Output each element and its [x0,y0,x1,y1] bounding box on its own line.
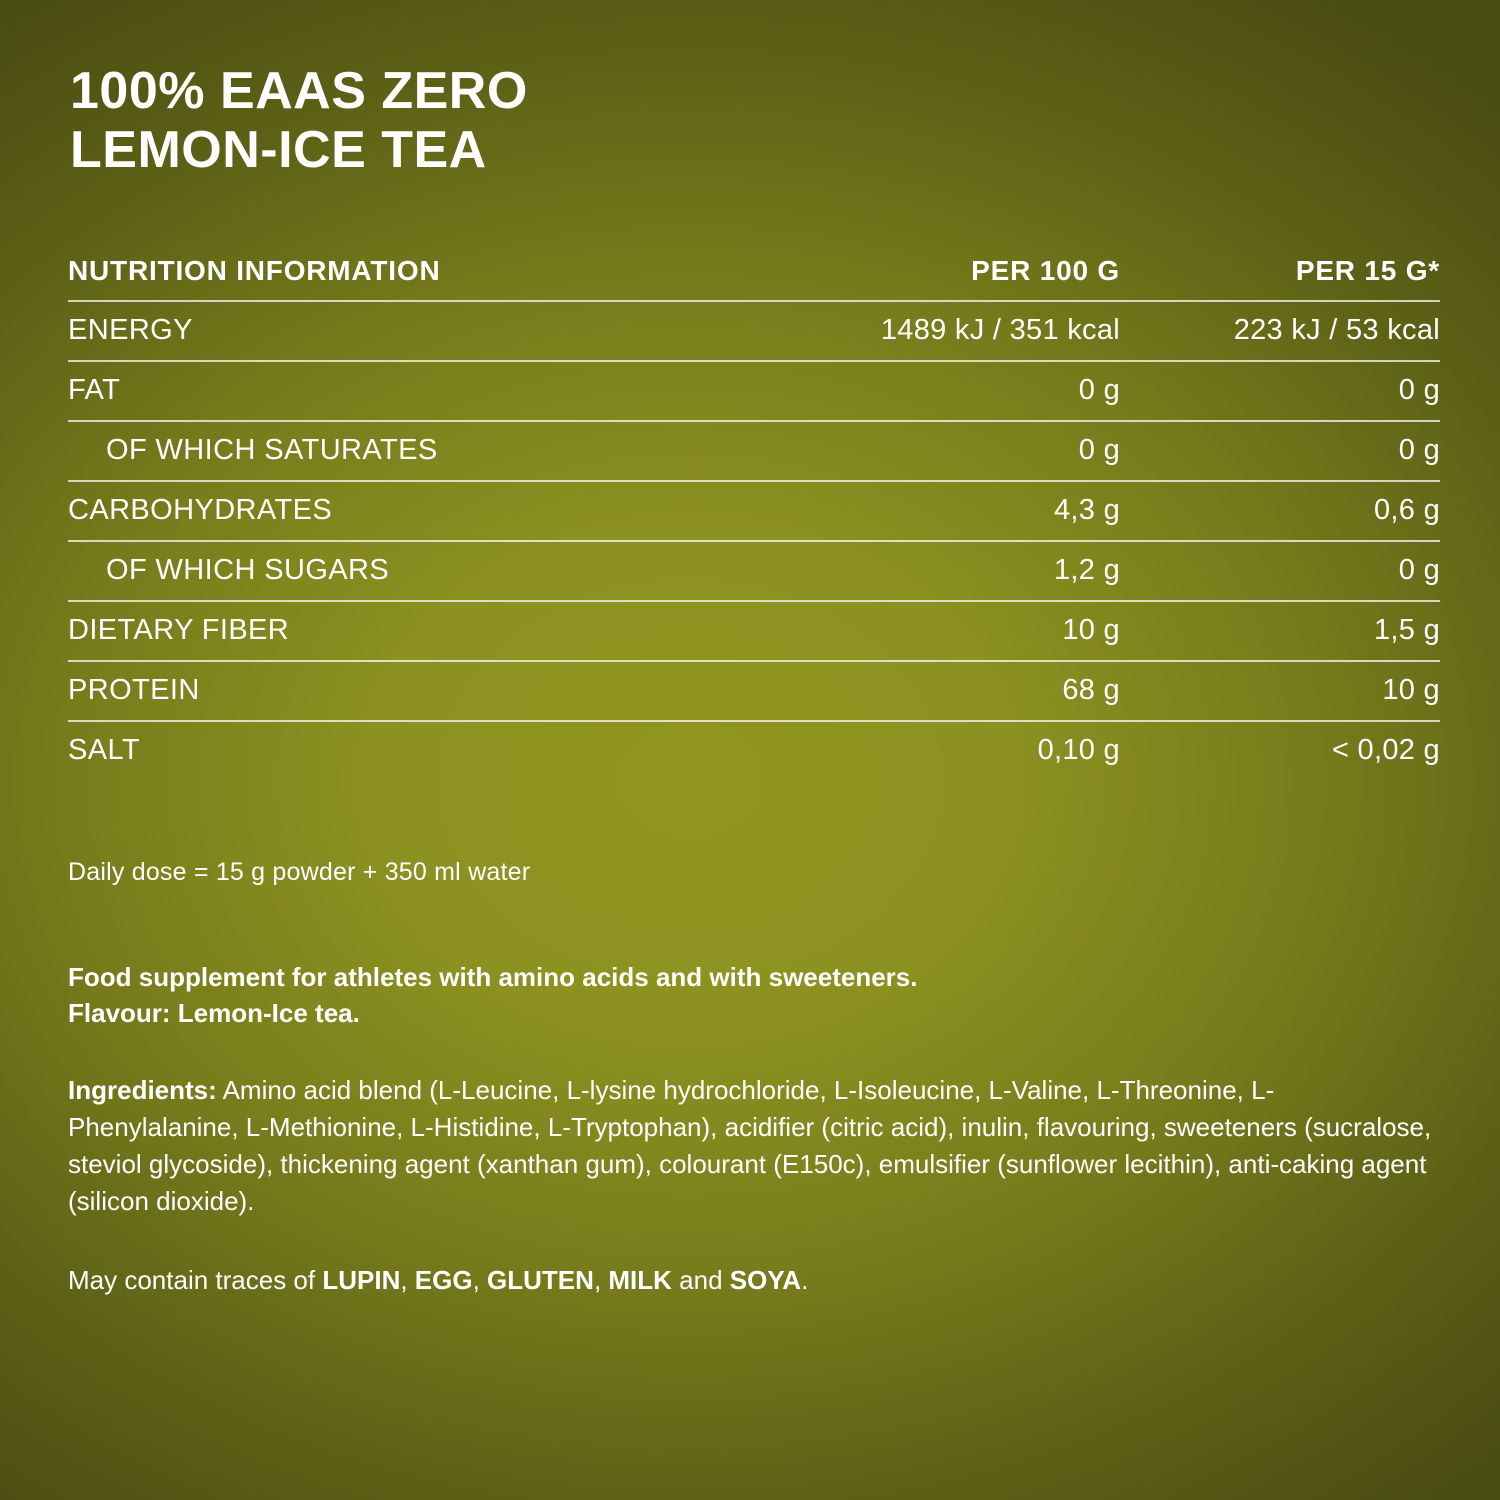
table-row [68,422,1440,482]
row-label: DIETARY FIBER [68,613,290,646]
table-header-row [68,243,1440,302]
product-title-line-1: 100% EAAS ZERO [70,62,528,120]
table-row [68,362,1440,422]
allergen-egg: EGG [414,1264,473,1295]
traces-sep-1: , [400,1264,415,1295]
table-row [68,302,1440,362]
column-header-per-100g: PER 100 G [971,254,1120,286]
daily-dose-note: Daily dose = 15 g powder + 350 ml water [68,857,531,886]
row-label: OF WHICH SATURATES [106,433,438,466]
row-value-per-15g: 0 g [1398,553,1440,586]
allergen-traces-block [68,1262,1436,1298]
description-line-1: Food supplement for athletes with amino acids and with sweeteners. [68,961,918,992]
description-line-2: Flavour: Lemon-Ice tea. [68,998,360,1029]
row-value-per-100g: 10 g [1062,613,1120,646]
row-label: SALT [68,733,140,766]
row-value-per-100g: 4,3 g [1054,493,1120,526]
row-value-per-100g: 0 g [1078,433,1120,466]
row-value-per-100g: 0 g [1078,373,1120,406]
row-label: PROTEIN [68,673,200,706]
row-label: CARBOHYDRATES [68,493,333,526]
row-value-per-100g: 1,2 g [1054,553,1120,586]
allergen-soya: SOYA [729,1264,802,1295]
row-value-per-100g: 68 g [1062,673,1120,706]
row-value-per-15g: 10 g [1382,673,1440,706]
page-title [70,62,1436,181]
table-row [68,662,1440,722]
traces-sep-4: and [671,1264,730,1295]
allergen-lupin: LUPIN [322,1264,401,1295]
ingredients-block [68,1072,1436,1220]
table-row [68,602,1440,662]
row-value-per-15g: 223 kJ / 53 kcal [1233,313,1440,346]
traces-suffix: . [801,1264,809,1295]
table-row [68,542,1440,602]
traces-sep-2: , [472,1264,488,1295]
row-value-per-100g: 1489 kJ / 351 kcal [880,313,1120,346]
column-header-nutrition-information: NUTRITION INFORMATION [68,254,441,286]
supplement-description [68,959,1436,1033]
traces-prefix: May contain traces of [68,1264,323,1295]
row-label: OF WHICH SUGARS [106,553,390,586]
row-value-per-100g: 0,10 g [1037,733,1120,766]
ingredients-text: Amino acid blend (L-Leucine, L-lysine hydrochloride, L-Isoleucine, L-Valine, L-Threonine, L-Phenylalanine, L-Methionine, L-Histidine, L-Tryptophan), acidifier (citric acid), inulin, flavouring, sweeteners (sucralose, steviol glycoside), thickening agent (xanthan gum), colourant (E150c), emulsifier (sunflower lecithin), anti-caking agent (silicon dioxide). [68,1075,1432,1217]
table-row [68,722,1440,780]
column-header-per-15g: PER 15 G* [1295,254,1440,286]
allergen-milk: MILK [608,1264,672,1295]
product-title-line-2: LEMON-ICE TEA [70,121,487,180]
row-label: ENERGY [68,313,193,346]
traces-sep-3: , [593,1264,609,1295]
table-row [68,482,1440,542]
row-value-per-15g: 0,6 g [1374,493,1440,526]
allergen-gluten: GLUTEN [487,1264,594,1295]
row-value-per-15g: < 0,02 g [1331,733,1440,766]
row-value-per-15g: 1,5 g [1374,613,1440,646]
nutrition-table [68,243,1440,780]
row-value-per-15g: 0 g [1398,373,1440,406]
ingredients-label: Ingredients: [68,1075,217,1106]
row-label: FAT [68,373,121,406]
row-value-per-15g: 0 g [1398,433,1440,466]
